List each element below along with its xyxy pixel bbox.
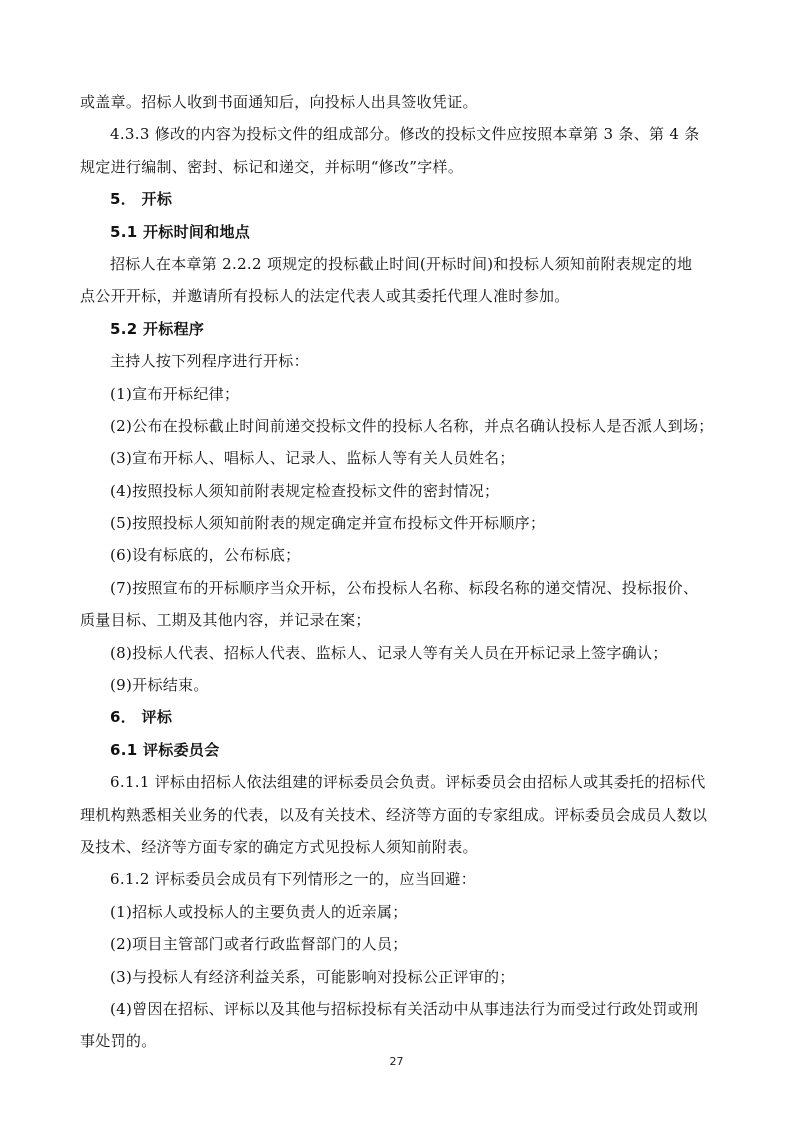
document-body <box>80 86 720 1058</box>
text-line: 主持人按下列程序进行开标： <box>110 352 309 371</box>
text-line: 点公开开标，并邀请所有投标人的法定代表人或其委托代理人准时参加。 <box>80 287 570 306</box>
text-line: (6)设有标底的，公布标底； <box>110 546 301 565</box>
text-line: 质量目标、工期及其他内容，并记录在案； <box>80 611 371 630</box>
text-line: (2)公布在投标截止时间前递交投标文件的投标人名称，并点名确认投标人是否派人到场； <box>110 416 714 435</box>
text-line: (1)宣布开标纪律； <box>110 384 240 403</box>
text-line: (2)项目主管部门或者行政监督部门的人员； <box>110 935 408 954</box>
text-line: 事处罚的。 <box>80 1032 157 1051</box>
text-line: (9)开标结束。 <box>110 676 209 695</box>
text-line: 4.3.3 修改的内容为投标文件的组成部分。修改的投标文件应按照本章第 3 条、第 4 条 <box>110 125 700 144</box>
section-heading: 5.2 开标程序 <box>110 319 205 338</box>
page-number: 27 <box>389 1055 404 1068</box>
text-line: 规定进行编制、密封、标记和递交，并标明“修改”字样。 <box>80 157 464 176</box>
text-line: (4)按照投标人须知前附表规定检查投标文件的密封情况； <box>110 481 500 500</box>
text-line: (3)与投标人有经济利益关系，可能影响对投标公正评审的； <box>110 967 515 986</box>
text-line: 6.1.2 评标委员会成员有下列情形之一的，应当回避： <box>110 870 477 889</box>
text-line: (3)宣布开标人、唱标人、记录人、监标人等有关人员姓名； <box>110 449 515 468</box>
section-heading: 5． 开标 <box>110 190 173 209</box>
text-line: (7)按照宣布的开标顺序当众开标，公布投标人名称、标段名称的递交情况、投标报价、 <box>110 578 699 597</box>
text-line: (5)按照投标人须知前附表的规定确定并宣布投标文件开标顺序； <box>110 514 546 533</box>
text-line: 理机构熟悉相关业务的代表，以及有关技术、经济等方面的专家组成。评标委员会成员人数以 <box>80 805 708 824</box>
text-line: 及技术、经济等方面专家的确定方式见投标人须知前附表。 <box>80 837 478 856</box>
text-line: (8)投标人代表、招标人代表、监标人、记录人等有关人员在开标记录上签字确认； <box>110 643 668 662</box>
section-heading: 6.1 评标委员会 <box>110 740 220 759</box>
text-line: 6.1.1 评标由招标人依法组建的评标委员会负责。评标委员会由招标人或其委托的招标代 <box>110 773 706 792</box>
section-heading: 5.1 开标时间和地点 <box>110 222 251 241</box>
text-line: (4)曾因在招标、评标以及其他与招标投标有关活动中从事违法行为而受过行政处罚或刑 <box>110 999 699 1018</box>
text-line: (1)招标人或投标人的主要负责人的近亲属； <box>110 902 408 921</box>
section-heading: 6． 评标 <box>110 708 173 727</box>
text-line: 或盖章。招标人收到书面通知后，向投标人出具签收凭证。 <box>80 93 478 111</box>
text-line: 招标人在本章第 2.2.2 项规定的投标截止时间(开标时间)和投标人须知前附表规定的地 <box>110 254 693 273</box>
